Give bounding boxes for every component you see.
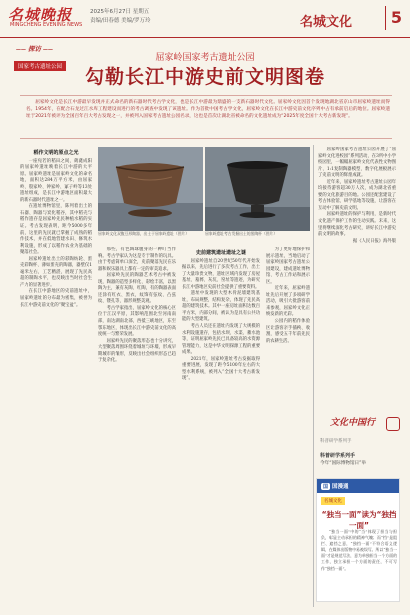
column-tag-title: —— 探访 —— (14, 44, 66, 53)
section-heading: 史前建筑遗址遗址之谜 (195, 250, 246, 256)
card-chip: 国 (323, 484, 329, 490)
paragraph: 屈家岭先民的聚落形态也十分讲究，大型聚落周围环绕着城垣与环壕，形成早期城市的雏形，反映出社会组织形态已趋于复杂化。 (98, 338, 176, 364)
article-byline: 据《人民日报》海外版 (353, 238, 396, 244)
paragraph: 在长江中游地区的史前遗址中，屈家岭遗址的分布最为密集，被誉为长江中游史前文化的“聚宝盆”。 (20, 289, 92, 308)
paragraph: 近年来，屈家岭遗址考古遗址公园年均接待游客超30万人次，成为湖北省重要的文化旅游目的地。公园还配套建设了考古体验馆、研学基地等设施，让游客在互动中了解史前文明。 (318, 179, 396, 211)
article-headline: 勾勒长江中游史前文明图卷 (84, 66, 325, 88)
issue-editors: 责编/田春德 美编/罗万玲 (90, 18, 151, 24)
cup-photo (205, 147, 310, 231)
language-card (316, 478, 400, 602)
page-number: 5 (385, 6, 407, 30)
editor-note: 屈家岭文化是长江中游最早发现并正式命名的新石器时代考古学文化，也是长江中游最为鼎盛的一支新石器时代文化。屈家岭文化因首个发现地湖北省京山市屈家岭遗址而得名。1954年，在配合石龙过江水库工程建设而进行的考古调查中发现了该遗址。作为首批中国考古学文化，屈家岭文化在长江中游史前文化序列中占有承前启后的地位。屈家岭遗址于2021年被评为全国百年百大考古发现之一，并被列入国家考古遗址公园名录，这也是首次让湖北省被命名的文化遗址成为“2025年度全国十大考古新发现”。 (20, 95, 392, 139)
card-tag: 名城文化 (321, 497, 345, 505)
paragraph: 屈家岭国家考古遗址公园开展了“屈家岭文化进校园”系列活动，在3所中小学校园里，一幅幅屈家岭文化代表性文物图片、1:1复制陶器模型、数字化展板展示了史前文明的辉煌成就。 (318, 147, 396, 179)
bowl-photo-art (98, 147, 203, 231)
card-title: “独当一面”读为“独挡一面” (321, 510, 397, 530)
paragraph: 公园内的稻作体验区让游客亲手插秧、收割，感受五千年前先民的农耕生活。 (266, 319, 310, 344)
photo-frame (98, 147, 310, 239)
article-column-3 (182, 247, 260, 607)
paragraph: 近年来，屈家岭遗址先后开展了多项研学活动，吸引大批游客前来参观，屈家岭文化正焕发新的光彩。 (266, 286, 310, 318)
brand-subtitle: 科普研学系列手 (320, 439, 352, 444)
paragraph: 为了更好地保护和展示遗址，当地启动了屈家岭国家考古遗址公园建设，建成遗址博物馆、考古工作站和展示区。 (266, 247, 310, 285)
article-column-4 (266, 247, 310, 607)
paragraph: 一座宛若的稻田之间，葳蕤成阳的屈家岭遗址映着长江中游的大平原。屈家岭遗址是屈家岭文化的命名地，面积达284万平方米，由屈家岭、殷家岭、钟家岭、冢子岭等13处遗址组成，是长江中游地区面积最大的新石器时代遗址之一。 (20, 158, 92, 203)
paragraph: 考古学家指出，屈家岭文化的核心区位于江汉平原，其影响范围北至河南南部，南达湖南北部，西抵三峡地区，东至鄂东地区，体现出长江中游史前文化的高度统一与繁荣发展。 (98, 305, 176, 338)
bowl-photo (98, 147, 203, 231)
article-kicker: 屈家岭国家考古遗址公园 (155, 53, 255, 63)
paragraph: 那些，有色陶球腹身的一种叮当作响。考古学家认为这是专于制作的玩具。由于考虑简单口深全，史前聚落先民在乐器和娱乐器具上都有一定的审美追求。 (98, 247, 176, 272)
masthead (0, 0, 410, 38)
section-heading: 稻作文明的原点之光 (33, 150, 79, 156)
cup-photo-art (205, 147, 310, 231)
column-divider (313, 145, 314, 607)
issue-info (90, 8, 150, 26)
card-body: “独当一面”中的“当”体现了担当与担负，彰显主动承担的精神气魄；而“挡”是阻拦、遮挡之意，“独挡一面”不符合语义逻辑，在媒体出版物中易被误写。所以“独当一面”才是规范写法，意为单独担当一个方面的工作，独立承担一个方面的责任，不可写作“独挡一面”。 (321, 529, 397, 571)
photo-caption: 屈家岭遗址考古发掘出土的黑陶杯（图片） (205, 231, 278, 236)
paragraph: 遗址中发现的大型木骨泥墙建筑基址，布局规整，结构复杂，体现了先民高超的建筑技术。其中一座房址面积达数百平方米，内部分间，被认为是具有公共功能的大型建筑。 (182, 291, 260, 323)
sidebar-sub: 今年“国际博物馆日”举 (320, 461, 367, 466)
sidebar-label: 科普研学系列手 (320, 453, 356, 459)
brand-banner (330, 415, 400, 433)
section-title: 名城文化 (300, 15, 353, 30)
newspaper-logo: 名城晚报 (8, 6, 73, 24)
newspaper-logo-sub: MINGCHENG EVENING NEWS (10, 22, 83, 28)
paragraph: 屈家岭遗址的保护与利用，是新时代文化遗产保护工作的生动实践。未来，这里将继续深化考古研究，讲好长江中游史前文明的故事。 (318, 212, 396, 238)
brand-title: 文化中国行 (330, 418, 376, 428)
article-column-2 (98, 247, 176, 607)
paragraph: 屈家岭遗址出土的彩陶纺轮、蛋壳彩陶杯、薄如蛋壳的陶器，器壁仅1毫米左右，工艺精湛，展现了先民高超的制陶水平，也反映出当时社会生产力的显著进步。 (20, 256, 92, 288)
column-tag-subtitle: 国家考古遗址公园 (14, 61, 66, 71)
paragraph: 在遗址博物馆里，陈列着出土的石器、陶器与炭化稻谷，其中稻壳与稻作遗存是屈家岭先民种植水稻的实证。考古发现表明，距今5000多年前，这里的先民就已掌握了成熟的稻作技术，并在低地营建水田、修筑水利设施，形成了以稻作农业为基础的聚落社会。 (20, 204, 92, 256)
card-head-title: 国漫通 (332, 484, 349, 490)
paragraph: 屈家岭先民的陶器艺术考古中被发现，陶器的造型多样化、彩绘丰富，以黑陶为主，兼有灰陶、红陶，有的陶器表面还涂有红衣、黑衣，纹饰有弦纹、凸弦纹、镂孔等，器形规整美观。 (98, 273, 176, 305)
brand-seal-icon (386, 417, 400, 431)
issue-date: 2025年6月27日 星期五 (90, 9, 150, 15)
paragraph: 考古人员还在遗址内发现了大规模的水利设施遗存，包括水坝、水渠、蓄水池等，证明屈家岭先民已具备较高的水资源管理能力，这是中华文明探源工程的重要成果。 (182, 324, 260, 356)
article-column-1 (20, 147, 92, 607)
photo-caption: 屈家岭文化双腹豆形陶器，出土于屈家岭遗址（图片） (98, 231, 190, 236)
article-column-5 (318, 147, 396, 417)
paragraph: 2021年，屈家岭遗址考古发掘取得重要进展，发现了距今5100年左右的大型水利系统，被列入“全国十大考古新发现”。 (182, 356, 260, 382)
paragraph: 屈家岭遗址自20世纪50年代开始发掘以来，先后进行了多次考古工作，出土了大量珍贵文物，遗址区域内发现了房屋基址、墓葬、灰坑、窑址等遗迹，为研究长江中游地区史前社会提供了重要资料。 (182, 258, 260, 290)
card-header (317, 479, 399, 493)
